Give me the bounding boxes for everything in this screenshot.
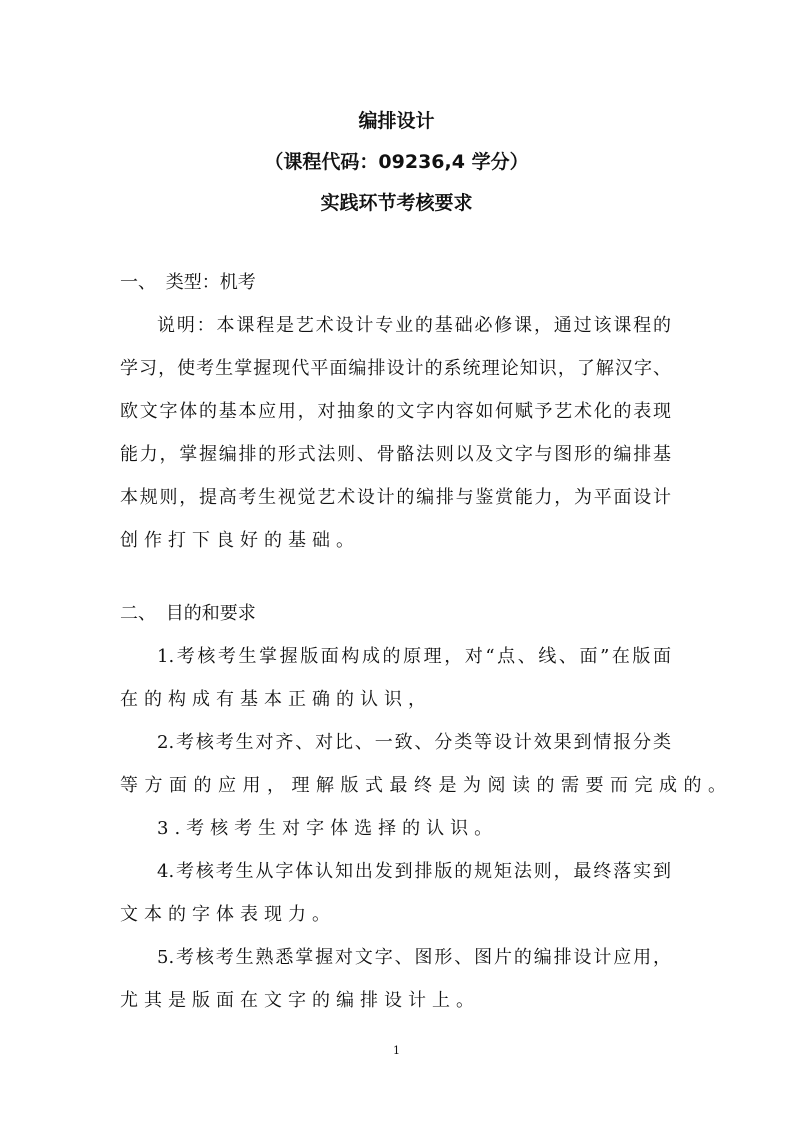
paragraph-line: 欧文字体的基本应用，对抽象的文字内容如何赋予艺术化的表现 <box>120 401 671 422</box>
page-number: 1 <box>393 1044 400 1057</box>
list-item-line: 4.考核考生从字体认知出发到排版的规矩法则，最终落实到 <box>157 861 671 882</box>
document-title: 编排设计 <box>358 110 435 132</box>
list-item-line: 等方面的应用，理解版式最终是为阅读的需要而完成的。 <box>120 775 733 796</box>
list-item-line: 在的构成有基本正确的认识， <box>120 689 432 710</box>
paragraph-line: 创作打下良好的基础。 <box>120 530 360 551</box>
section-type <box>120 261 671 562</box>
section-goals <box>120 592 733 1022</box>
list-item-line: 5.考核考生熟悉掌握对文字、图形、图片的编排设计应用， <box>157 947 671 968</box>
paragraph-line: 说明：本课程是艺术设计专业的基础必修课，通过该课程的 <box>157 315 671 336</box>
list-item-line: 文本的字体表现力。 <box>120 904 336 925</box>
paragraph-line: 本规则，提高考生视觉艺术设计的编排与鉴赏能力，为平面设计 <box>120 487 671 508</box>
section-heading: 二、 目的和要求 <box>120 603 256 624</box>
list-item-line: 2.考核考生对齐、对比、一致、分类等设计效果到情报分类 <box>157 732 671 753</box>
list-item-line: 1.考核考生掌握版面构成的原理，对“点、线、面”在版面 <box>157 646 671 667</box>
section-heading: 一、 类型：机考 <box>120 272 256 293</box>
course-code: （课程代码：09236,4 学分） <box>264 151 529 173</box>
paragraph-line: 能力，掌握编排的形式法则、骨骼法则以及文字与图形的编排基 <box>120 444 671 465</box>
list-item-line: 3.考核考生对字体选择的认识。 <box>157 818 499 839</box>
document-heading: 实践环节考核要求 <box>320 192 473 214</box>
list-item-line: 尤其是版面在文字的编排设计上。 <box>120 990 480 1011</box>
paragraph-line: 学习，使考生掌握现代平面编排设计的系统理论知识，了解汉字、 <box>120 358 671 379</box>
